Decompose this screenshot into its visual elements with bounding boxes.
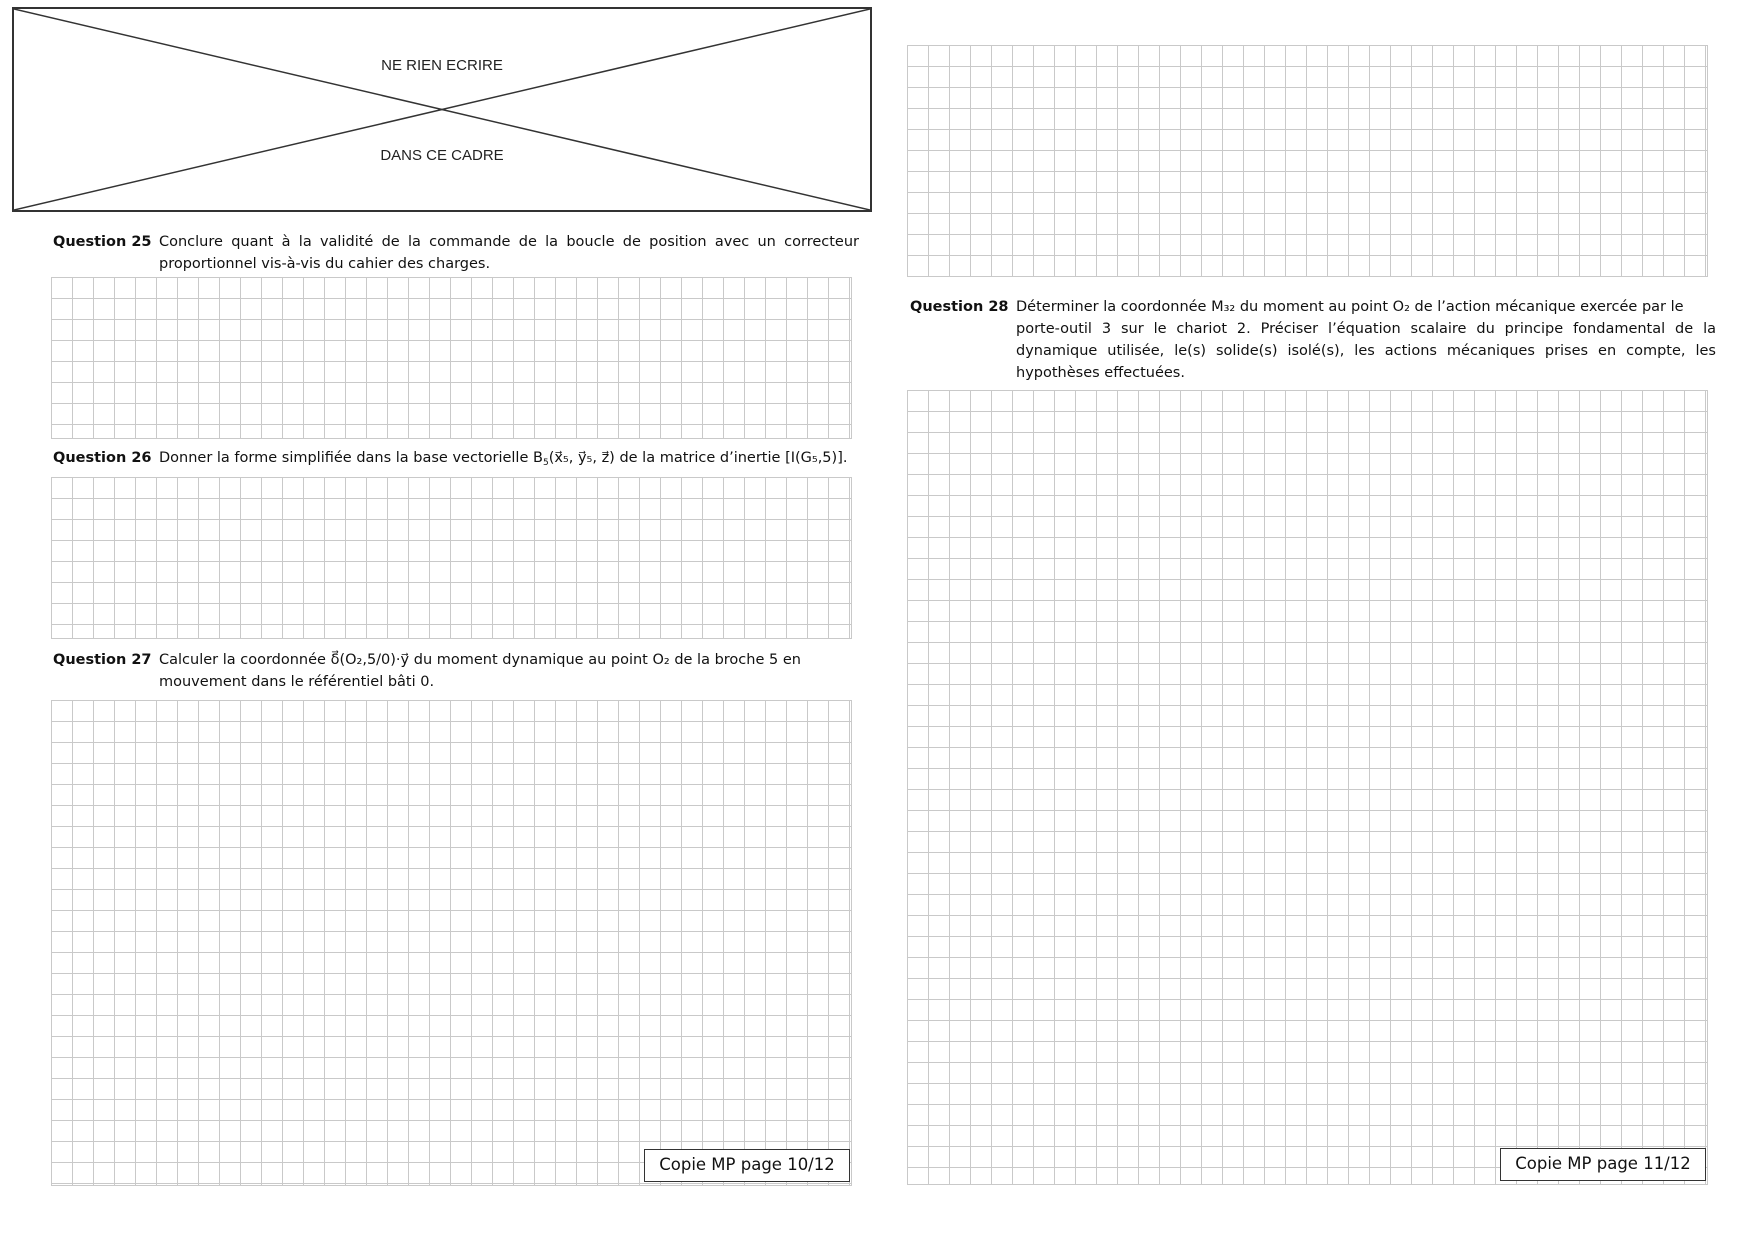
page-footer-right: Copie MP page 11/12 xyxy=(1500,1148,1706,1181)
page-footer-left: Copie MP page 10/12 xyxy=(644,1149,850,1182)
question-text-line: Conclure quant à la validité de la commande de la boucle de position avec un correcteur xyxy=(159,234,859,250)
dynamic-moment-expr: δ⃗(O₂,5/0)·y⃗ xyxy=(330,652,410,668)
question-text-line: porte-outil 3 sur le chariot 2. Préciser l’équation scalaire du principe fondamental de la xyxy=(1016,321,1716,337)
question-25 xyxy=(53,231,859,277)
question-text-line: hypothèses effectuées. xyxy=(1016,365,1185,381)
answer-grid-26[interactable] xyxy=(51,477,852,639)
question-label: Question 26 xyxy=(53,450,152,466)
moment-coordinate: M₃₂ xyxy=(1211,299,1236,315)
answer-grid-25[interactable] xyxy=(51,277,852,439)
do-not-write-box xyxy=(12,7,872,212)
question-text-line: proportionnel vis-à-vis du cahier des charges. xyxy=(159,256,491,272)
question-text-line: mouvement dans le référentiel bâti 0. xyxy=(159,674,435,690)
question-text-line: dynamique utilisée, le(s) solide(s) isolé(s), les actions mécaniques prises en compte, les xyxy=(1016,343,1716,359)
do-not-write-line2: DANS CE CADRE xyxy=(380,147,504,164)
cross-lines xyxy=(14,9,870,210)
question-26: Question 26 Donner la forme simplifiée dans la base vectorielle $B_5(x⃗_5$, y⃗₅, z⃗) de la matrice d’inertie [I(G₅,5)]. xyxy=(53,447,859,473)
question-27: Question 27 Calculer la coordonnée δ⃗(O₂,5/0)·y⃗ du moment dynamique au point O₂ de la broche 5 en mouvement dans le référentiel bâti 0. xyxy=(53,649,859,695)
base-symbol: B xyxy=(533,450,543,466)
answer-grid-28[interactable] xyxy=(907,390,1708,1185)
question-label: Question 28 xyxy=(910,299,1009,315)
base-vectors: (x⃗₅, y⃗₅, z⃗) xyxy=(548,450,615,466)
point-label: O₂ xyxy=(1392,299,1410,315)
inertia-matrix: [I(G₅,5)] xyxy=(785,450,843,466)
point-label: O₂ xyxy=(652,652,670,668)
question-28: Question 28 Déterminer la coordonnée M₃₂ du moment au point O₂ de l’action mécanique exercée par le porte-outil 3 sur le chariot 2. Préciser l’équation scalaire du principe fondamental de la dynamique utilisée, le(s) solide(s) isolé(s), les actions mécaniques prises en compte, les hypothèses effectuées. xyxy=(910,296,1716,388)
answer-grid-27-continued[interactable] xyxy=(907,45,1708,277)
do-not-write-line1: NE RIEN ECRIRE xyxy=(381,57,503,74)
question-label: Question 25 xyxy=(53,234,152,250)
question-label: Question 27 xyxy=(53,652,152,668)
answer-grid-27[interactable] xyxy=(51,700,852,1186)
